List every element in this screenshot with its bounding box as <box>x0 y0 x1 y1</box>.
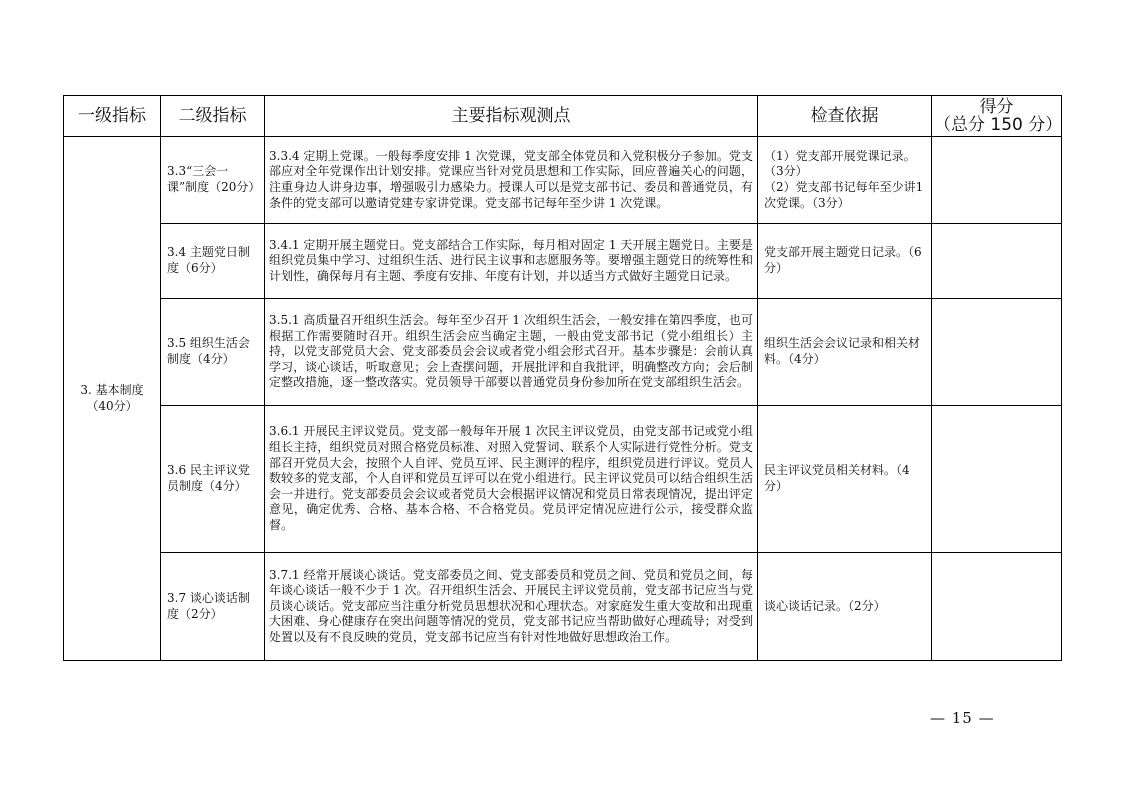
header-score <box>932 96 1062 137</box>
score-cell[interactable] <box>932 406 1062 553</box>
level2-cell: 3.3“三会一课”制度（20分） <box>161 137 265 224</box>
score-cell[interactable] <box>932 553 1062 661</box>
points-cell: 3.3.4 定期上党课。一般每季度安排 1 次党课，党支部全体党员和入党积极分子参加。党支部应对全年党课作出计划安排。党课应当针对党员思想和工作实际，回应普遍关心的问题，注重身边人讲身边事，增强吸引力感染力。授课人可以是党支部书记、委员和普通党员，有条件的党支部可以邀请党建专家讲党课。党支部书记每年至少讲 1 次党课。 <box>265 137 758 224</box>
page-number: — 15 — <box>930 709 995 727</box>
table-row <box>64 137 1062 224</box>
table-row <box>64 406 1062 553</box>
level2-cell: 3.7 谈心谈话制度（2分） <box>161 553 265 661</box>
basis-line: （2）党支部书记每年至少讲1次党课。（3分） <box>764 180 924 210</box>
basis-line: 组织生活会会议记录和相关材料。（4分） <box>764 336 921 366</box>
basis-line: 民主评议党员相关材料。（4分） <box>764 463 910 493</box>
header-level2: 二级指标 <box>161 96 265 137</box>
header-score-total: （总分 150 分） <box>934 115 1063 135</box>
header-basis: 检查依据 <box>758 96 932 137</box>
level2-cell: 3.4 主题党日制度（6分） <box>161 224 265 299</box>
points-cell: 3.4.1 定期开展主题党日。党支部结合工作实际，每月相对固定 1 天开展主题党日。主要是组织党员集中学习、过组织生活、进行民主议事和志愿服务等。要增强主题党日的统筹性和计划性，确保每月有主题、季度有安排、年度有计划，并以适当方式做好主题党日记录。 <box>265 224 758 299</box>
points-cell: 3.5.1 高质量召开组织生活会。每年至少召开 1 次组织生活会，一般安排在第四季度，也可根据工作需要随时召开。组织生活会应当确定主题，一般由党支部书记（党小组组长）主持，以党支部党员大会、党支部委员会会议或者党小组会形式召开。基本步骤是：会前认真学习，谈心谈话，听取意见；会上查摆问题，开展批评和自我批评，明确整改方向；会后制定整改措施，逐一整改落实。党员领导干部要以普通党员身份参加所在党支部组织生活会。 <box>265 299 758 406</box>
basis-cell <box>758 224 932 299</box>
level1-cell: 3. 基本制度（40分） <box>64 137 161 661</box>
header-points: 主要指标观测点 <box>265 96 758 137</box>
basis-line: 党支部开展主题党日记录。（6分） <box>764 245 922 275</box>
evaluation-table <box>63 95 1062 661</box>
basis-line: （1）党支部开展党课记录。（3分） <box>764 148 916 179</box>
basis-cell <box>758 406 932 553</box>
points-cell: 3.7.1 经常开展谈心谈话。党支部委员之间、党支部委员和党员之间、党员和党员之间，每年谈心谈话一般不少于 1 次。召开组织生活会、开展民主评议党员前，党支部书记应当与党员谈心谈话。党支部应当注重分析党员思想状况和心理状态。对家庭发生重大变故和出现重大困难、身心健康存在突出问题等情况的党员，党支部书记应当帮助做好心理疏导；对受到处置以及有不良反映的党员，党支部书记应当有针对性地做好思想政治工作。 <box>265 553 758 661</box>
points-cell: 3.6.1 开展民主评议党员。党支部一般每年开展 1 次民主评议党员，由党支部书记或党小组组长主持，组织党员对照合格党员标准、对照入党誓词、联系个人实际进行党性分析。党支部召开党员大会，按照个人自评、党员互评、民主测评的程序，组织党员进行评议。党员人数较多的党支部，个人自评和党员互评可以在党小组进行。民主评议党员可以结合组织生活会一并进行。党支部委员会会议或者党员大会根据评议情况和党员日常表现情况，提出评定意见，确定优秀、合格、基本合格、不合格党员。党员评定情况应进行公示，接受群众监督。 <box>265 406 758 553</box>
table-row <box>64 224 1062 299</box>
header-row <box>64 96 1062 137</box>
score-cell[interactable] <box>932 137 1062 224</box>
level2-cell: 3.6 民主评议党员制度（4分） <box>161 406 265 553</box>
table-row <box>64 299 1062 406</box>
header-level1: 一级指标 <box>64 96 161 137</box>
header-score-title: 得分 <box>979 97 1014 117</box>
basis-line: 谈心谈话记录。（2分） <box>764 598 886 613</box>
score-cell[interactable] <box>932 299 1062 406</box>
basis-cell <box>758 553 932 661</box>
basis-cell <box>758 137 932 224</box>
level2-cell: 3.5 组织生活会制度（4分） <box>161 299 265 406</box>
score-cell[interactable] <box>932 224 1062 299</box>
table-row <box>64 553 1062 661</box>
basis-cell <box>758 299 932 406</box>
